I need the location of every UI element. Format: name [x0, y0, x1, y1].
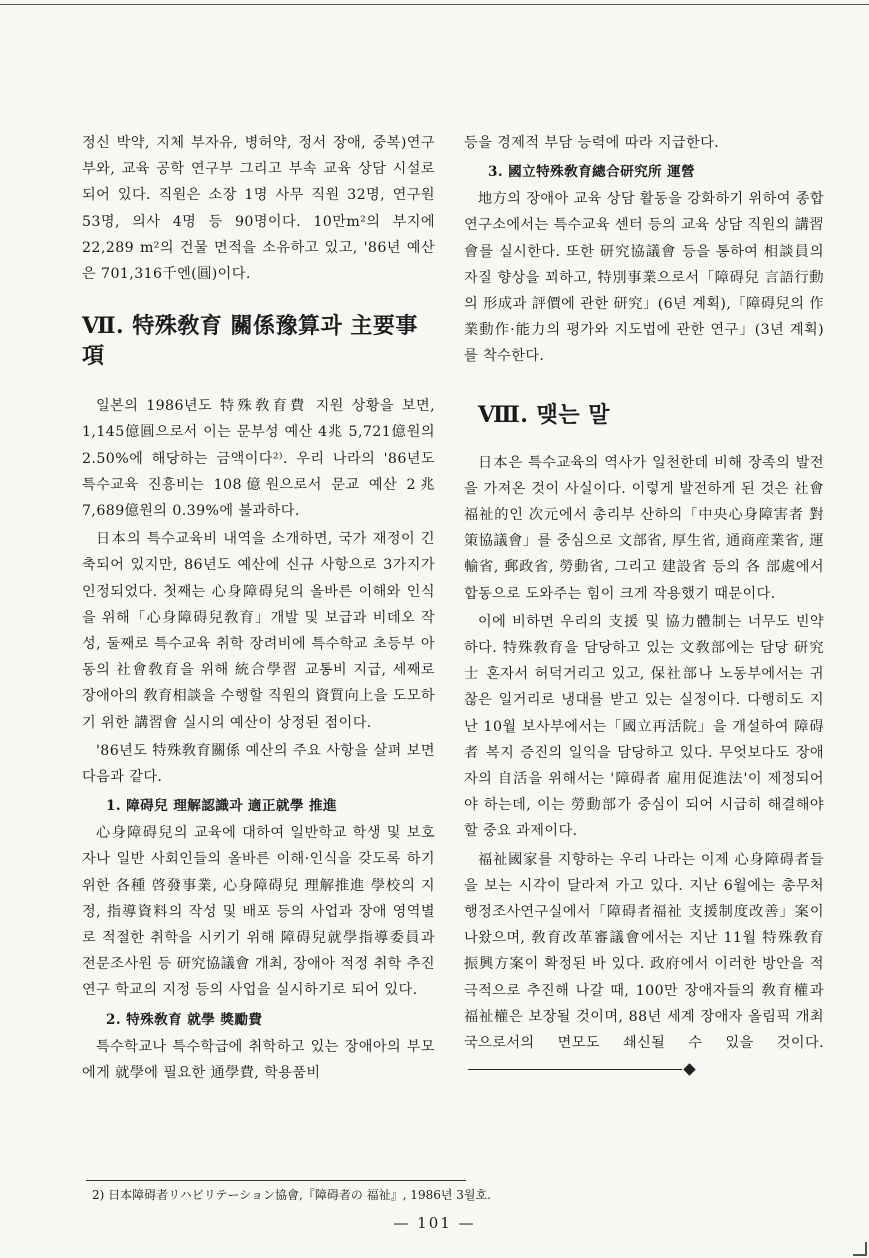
- paragraph: 日本은 특수교육의 역사가 일천한데 비해 장족의 발전을 가져온 것이 사실이다. 이렇게 발전하게 된 것은 社會福祉的인 次元에서 총리부 산하의「中央心身障害者 對策協議會」를 중심으로 文部省, 厚生省, 通商産業省, 運輸省, 郵政省, 勞動省, 그리고 建設省 등의 各 部處에서 합동으로 도와주는 힘이 크게 작용했기 때문이다.: [464, 454, 824, 602]
- corner-mark-icon: [853, 1242, 867, 1256]
- paragraph: [464, 847, 824, 1083]
- section-viii-title: Ⅷ. 맺는 말: [478, 401, 611, 428]
- paragraph: 특수학교나 특수학급에 취학하고 있는 장애아의 부모에게 就學에 필요한 通學費, 학용품비: [82, 1038, 435, 1081]
- paragraph: 이에 비하면 우리의 支援 및 協力體制는 너무도 빈약하다. 特殊敎育을 담당하고 있는 文敎部에는 담당 研究士 혼자서 허덕거리고 있고, 保社部나 노동부에서는 귀찮은 일거리로 냉대를 받고 있는 실정이다. 다행히도 지난 10월 보사부에서는「國立再活院」을 개설하여 障碍者 복지 증진의 일익을 담당하고 있다. 무엇보다도 장애자의 自活을 위해서는 '障碍者 雇用促進法'이 제정되어야 하는데, 이는 勞動部가 중심이 되어 시급히 해결해야 할 중요 과제이다.: [464, 613, 824, 840]
- paragraph: 日本의 특수교육비 내역을 소개하면, 국가 재정이 긴축되어 있지만, 86년도 예산에 신규 사항으로 3가지가 인정되었다. 첫째는 心身障碍兒의 올바른 이해와 인식을 위해「心身障碍兒敎育」개발 및 보급과 비데오 작성, 둘째로 특수교육 취학 장려비에 특수학교 초등부 아동의 社會敎育을 위해 統合學習 교통비 지급, 세째로 장애아의 敎育相談을 수행할 직원의 資質向上을 도모하기 위한 講習會 실시의 예산이 상정된 점이다.: [82, 531, 435, 731]
- footnote: 2) 日本障碍者リハビリテーション協會,『障碍者の 福祉』, 1986년 3월호.: [92, 1188, 491, 1202]
- end-rule: [468, 1069, 682, 1070]
- section-vii-title: Ⅶ. 特殊敎育 關係豫算과 主要事項: [82, 313, 418, 370]
- paragraph: 일본의 1986년도 特殊敎育費 지원 상황을 보면, 1,145億圓으로서 이는 문부성 예산 4兆 5,721億원의 2.50%에 해당하는 금액이다²⁾. 우리 나라의 '86년도 특수교육 진흥비는 108億원으로서 문교 예산 2兆 7,689億원의 0.39%에 불과하다.: [82, 398, 435, 520]
- closing-text: 福祉國家를 지향하는 우리 나라는 이제 心身障碍者들을 보는 시각이 달라져 가고 있다. 지난 6월에는 총무처 행정조사연구실에서「障碍者福祉 支援制度改善」案이 나왔으며, 敎育改革審議會에서는 지난 11월 特殊敎育 振興方案이 확정된 바 있다. 政府에서 이러한 방안을 적극적으로 추진해 나갈 때, 100만 장애자들의 敎育權과 福祉權은 보장될 것이며, 88년 세계 장애자 올림픽 개최국으로서의 면모도 쇄신될 수 있을 것이다.: [464, 851, 824, 1052]
- left-column: [82, 130, 435, 1088]
- right-column: [464, 130, 824, 1085]
- paragraph: 등을 경제적 부담 능력에 따라 지급한다.: [464, 135, 720, 151]
- top-rule: [0, 4, 869, 5]
- page-number: — 101 —: [393, 1214, 476, 1232]
- paragraph: 心身障碍兒의 교육에 대하여 일반학교 학생 및 보호자나 일반 사회인들의 올바른 이해·인식을 갖도록 하기 위한 各種 啓發事業, 心身障碍兒 理解推進 學校의 지정, 指導資料의 작성 및 배포 등의 사업과 장애 영역별로 적절한 취학을 시키기 위해 障碍兒就學指導委員과 전문조사원 등 研究協議會 개최, 장애아 적정 취학 추진 연구 학교의 지정 등의 사업을 실시하기로 되어 있다.: [82, 825, 435, 999]
- subsection-heading-1: 1. 障碍兒 理解認識과 適正就學 推進: [106, 798, 337, 815]
- subsection-heading-2: 2. 特殊敎育 就學 獎勵費: [106, 1011, 263, 1028]
- footnote-rule: [86, 1180, 466, 1181]
- end-mark-icon: [683, 1063, 695, 1075]
- paragraph: 地方의 장애아 교육 상담 활동을 강화하기 위하여 종합 연구소에서는 특수교육 센터 등의 교육 상담 직원의 講習會를 실시한다. 또한 研究協議會 등을 통하여 相談員의 자질 향상을 꾀하고, 特別事業으로서「障碍兒 言語行動의 形成과 評價에 관한 研究」(6년 계획),「障碍兒의 作業動作·能力의 평가와 지도법에 관한 연구」(3년 계획)를 착수한다.: [464, 191, 824, 365]
- paragraph: '86년도 特殊敎育關係 예산의 주요 사항을 살펴 보면 다음과 같다.: [82, 742, 435, 786]
- subsection-heading-3: 3. 國立特殊敎育總合研究所 運營: [488, 164, 696, 181]
- paragraph: 정신 박약, 지체 부자유, 병허약, 정서 장애, 중복)연구부와, 교육 공학 연구부 그리고 부속 교육 상담 시설로 되어 있다. 직원은 소장 1명 사무 직원 32명, 연구원 53명, 의사 4명 등 90명이다. 10만m²의 부지에 22,289 m²의 건물 면적을 소유하고 있고, '86년 예산은 701,316千엔(圓)이다.: [82, 135, 435, 283]
